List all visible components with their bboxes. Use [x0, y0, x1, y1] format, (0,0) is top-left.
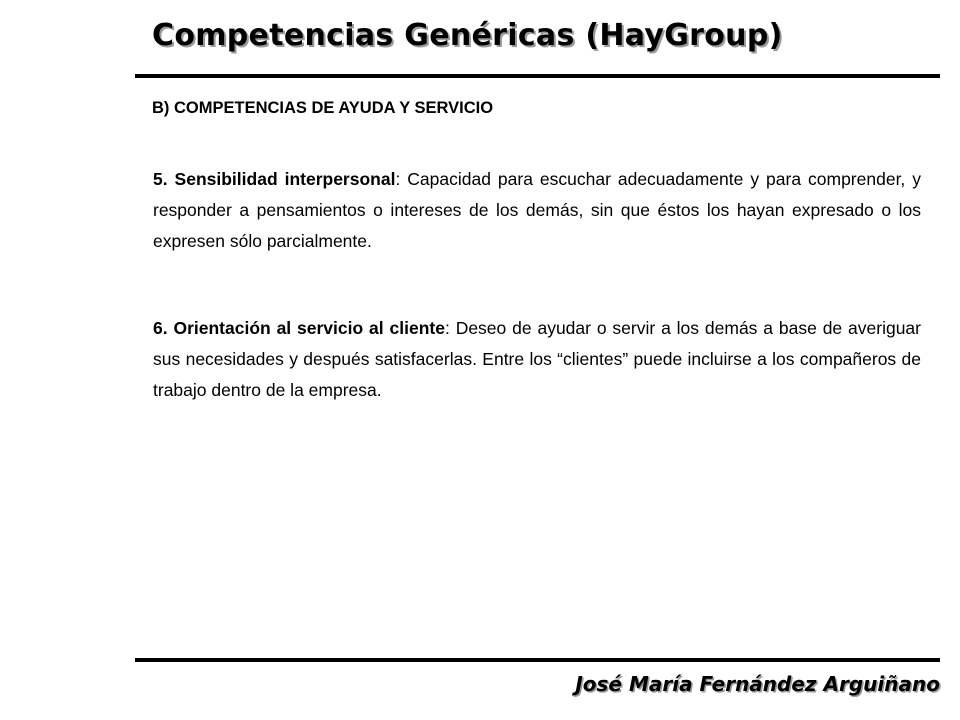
- bottom-divider: [135, 658, 940, 662]
- competency-paragraph: [153, 313, 921, 406]
- top-divider: [135, 74, 940, 78]
- competency-term: 6. Orientación al servicio al cliente: [153, 318, 445, 338]
- competency-paragraph: [153, 164, 921, 257]
- competency-term: 5. Sensibilidad interpersonal: [153, 169, 396, 189]
- slide-title: Competencias Genéricas (HayGroup): [152, 18, 783, 53]
- term-separator: :: [395, 169, 408, 189]
- term-separator: :: [444, 318, 456, 338]
- competency-description: Capacidad para escuchar adecuadamente y para comprender, y responder a pensamientos o intereses de los demás, sin que éstos los hayan expresado o los expresen sólo parcialmente.: [153, 169, 921, 251]
- competency-description: Deseo de ayudar o servir a los demás a base de averiguar sus necesidades y después satisfacerlas. Entre los “clientes” puede incluirse a los compañeros de trabajo dentro de la empresa.: [153, 318, 921, 400]
- author-name: José María Fernández Arguiñano: [575, 672, 940, 696]
- section-heading: B) COMPETENCIAS DE AYUDA Y SERVICIO: [152, 99, 494, 117]
